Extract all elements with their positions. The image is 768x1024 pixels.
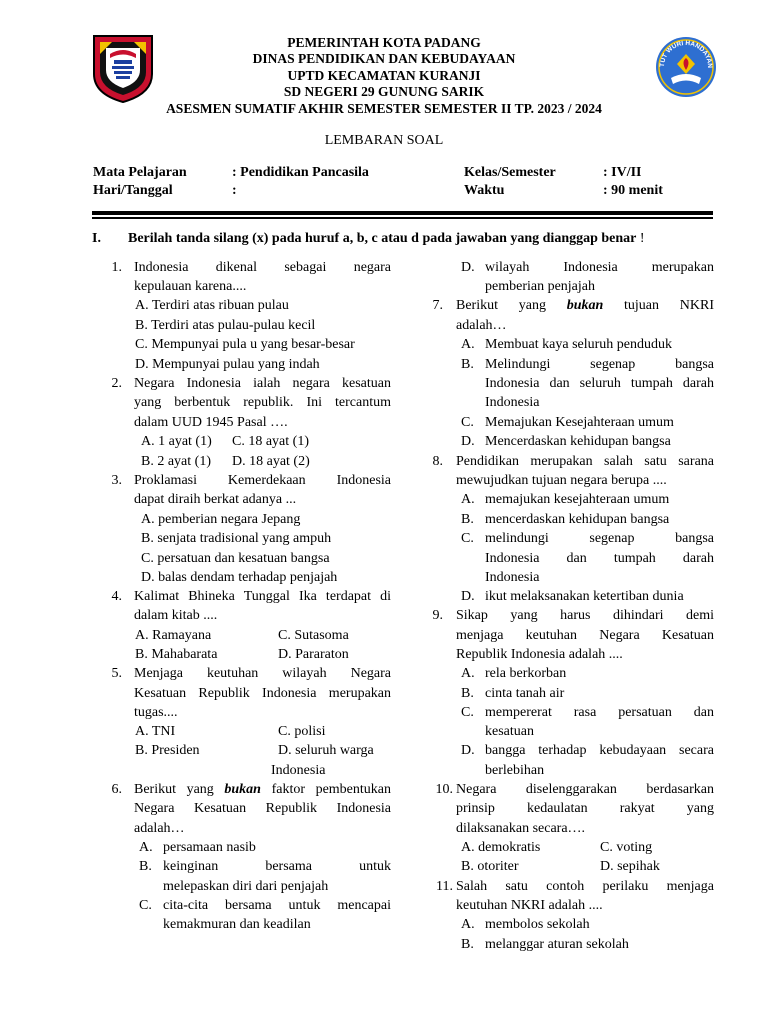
q4-option-d: D. Pararaton	[278, 647, 349, 662]
q8-option-c-key: C.	[461, 531, 474, 546]
instruction-text: Berilah tanda silang (x) pada huruf a, b, c atau d pada jawaban yang dianggap benar	[128, 231, 637, 246]
q3-option-b: B. senjata tradisional yang ampuh	[141, 531, 332, 546]
q10-stem-line1: Negara diselenggarakan berdasarkan	[456, 782, 714, 797]
q10-stem-line3: dilaksanakan secara….	[456, 821, 586, 836]
q5-option-a: A. TNI	[135, 724, 176, 739]
q7-option-d: Mencerdaskan kehidupan bangsa	[485, 434, 671, 449]
q2-number: 2.	[111, 376, 122, 391]
logo-motto-text: TUT WURI HANDAYAN	[658, 39, 714, 69]
q5-option-d-cont: Indonesia	[271, 763, 326, 778]
q10-stem-line2: prinsip kedaulatan rakyat yang	[456, 801, 714, 816]
q3-number: 3.	[111, 473, 122, 488]
q4-option-a: A. Ramayana	[135, 628, 212, 643]
q9-stem-line2: menjaga keutuhan Negara Kesatuan	[456, 628, 714, 643]
q6-stem-part2: faktor pembentukan	[271, 782, 391, 797]
section-number: I.	[92, 231, 101, 246]
q6-stem-line3: adalah…	[134, 821, 185, 836]
q1-number: 1.	[111, 260, 122, 275]
q6-option-a: persamaan nasib	[163, 840, 256, 855]
q2-stem-line3: dalam UUD 1945 Pasal ….	[134, 415, 288, 430]
q4-stem-line2: dalam kitab ....	[134, 608, 218, 623]
header-line-exam: ASESMEN SUMATIF AKHIR SEMESTER SEMESTER II TP. 2023 / 2024	[166, 101, 602, 116]
subject-value: : Pendidikan Pancasila	[232, 165, 369, 180]
q4-option-b: B. Mahabarata	[135, 647, 218, 662]
q8-option-c-line2: Indonesia dan tumpah darah	[485, 551, 714, 566]
q7-stem-line1	[456, 296, 714, 316]
q6-option-b-key: B.	[139, 859, 152, 874]
q6-stem-line2: Negara Kesatuan Republik Indonesia	[134, 801, 391, 816]
class-label: Kelas/Semester	[464, 165, 556, 180]
q8-stem-line2: mewujudkan tujuan negara berupa ....	[456, 473, 667, 488]
q7-option-a: Membuat kaya seluruh penduduk	[485, 337, 673, 352]
q6-option-d-line1: wilayah Indonesia merupakan	[485, 260, 714, 275]
q10-option-b: B. otoriter	[461, 859, 519, 874]
q11-option-b: melanggar aturan sekolah	[485, 937, 629, 952]
q7-option-b-key: B.	[461, 357, 474, 372]
q6-option-c-key: C.	[139, 898, 152, 913]
header-line-government: PEMERINTAH KOTA PADANG	[287, 35, 481, 50]
q9-option-a: rela berkorban	[485, 666, 567, 681]
q6-number: 6.	[111, 782, 122, 797]
q3-option-d: D. balas dendam terhadap penjajah	[141, 570, 338, 585]
q5-number: 5.	[111, 666, 122, 681]
q7-stem-line2: adalah…	[456, 318, 507, 333]
q4-option-c: C. Sutasoma	[278, 628, 349, 643]
q8-option-a-key: A.	[461, 492, 475, 507]
q8-stem-line1: Pendidikan merupakan salah satu sarana	[456, 454, 714, 469]
q2-option-a: A. 1 ayat (1)	[141, 434, 212, 449]
q6-option-b-line1: keinginan bersama untuk	[163, 859, 391, 874]
q2-option-d: D. 18 ayat (2)	[232, 454, 310, 469]
date-value: :	[232, 183, 237, 198]
q7-option-a-key: A.	[461, 337, 475, 352]
q1-stem-line1: Indonesia dikenal sebagai negara	[134, 260, 391, 275]
q5-stem-line1: Menjaga keutuhan wilayah Negara	[134, 666, 391, 681]
q7-stem-emphasis: bukan	[566, 298, 604, 313]
q11-option-a-key: A.	[461, 917, 475, 932]
q9-option-b-key: B.	[461, 686, 474, 701]
header-line-office: DINAS PENDIDIKAN DAN KEBUDAYAAN	[252, 51, 516, 66]
q2-stem-line1: Negara Indonesia ialah negara kesatuan	[134, 376, 391, 391]
q9-option-c-line2: kesatuan	[485, 724, 534, 739]
q9-option-b: cinta tanah air	[485, 686, 565, 701]
q8-option-b-key: B.	[461, 512, 474, 527]
q8-option-d-key: D.	[461, 589, 475, 604]
q6-stem-line1	[134, 780, 391, 800]
divider-thick	[92, 211, 713, 215]
q10-option-c: C. voting	[600, 840, 653, 855]
sheet-title: LEMBARAN SOAL	[324, 133, 444, 148]
q1-option-a: A. Terdiri atas ribuan pulau	[135, 298, 289, 313]
q6-option-c-line2: kemakmuran dan keadilan	[163, 917, 311, 932]
q10-number: 10.	[435, 782, 453, 797]
q9-option-a-key: A.	[461, 666, 475, 681]
q8-option-c-line1: melindungi segenap bangsa	[485, 531, 714, 546]
q8-option-a: memajukan kesejahteraan umum	[485, 492, 670, 507]
q1-stem-line2: kepulauan karena....	[134, 279, 247, 294]
q9-option-c-line1: mempererat rasa persatuan dan	[485, 705, 714, 720]
q11-stem-line2: keutuhan NKRI adalah ....	[456, 898, 603, 913]
q5-stem-line2: Kesatuan Republik Indonesia merupakan	[134, 686, 391, 701]
header-line-school: SD NEGERI 29 GUNUNG SARIK	[283, 84, 485, 99]
q7-number: 7.	[432, 298, 443, 313]
q7-option-b-line3: Indonesia	[485, 395, 540, 410]
q3-stem-line2: dapat diraih berkat adanya ...	[134, 492, 297, 507]
q11-option-a: membolos sekolah	[485, 917, 590, 932]
q9-option-d-line1: bangga terhadap kebudayaan secara	[485, 743, 714, 758]
q6-option-d-line2: pemberian penjajah	[485, 279, 596, 294]
q6-option-d-key: D.	[461, 260, 475, 275]
q1-option-b: B. Terdiri atas pulau-pulau kecil	[135, 318, 316, 333]
q5-option-c: C. polisi	[278, 724, 326, 739]
q7-option-b-line2: Indonesia dan seluruh tumpah darah	[485, 376, 714, 391]
q11-stem-line1: Salah satu contoh perilaku menjaga	[456, 879, 714, 894]
q4-stem-line1: Kalimat Bhineka Tunggal Ika terdapat di	[134, 589, 391, 604]
q1-option-d: D. Mempunyai pulau yang indah	[135, 357, 320, 372]
q11-option-b-key: B.	[461, 937, 474, 952]
q2-option-b: B. 2 ayat (1)	[141, 454, 211, 469]
q8-option-c-line3: Indonesia	[485, 570, 540, 585]
q3-option-a: A. pemberian negara Jepang	[141, 512, 301, 527]
q1-option-c: C. Mempunyai pula u yang besar-besar	[135, 337, 355, 352]
q7-option-c: Memajukan Kesejahteraan umum	[485, 415, 674, 430]
q7-option-c-key: C.	[461, 415, 474, 430]
q7-stem-part1: Berikut yang	[456, 298, 546, 313]
header-line-uptd: UPTD KECAMATAN KURANJI	[287, 68, 481, 83]
q8-option-d: ikut melaksanakan ketertiban dunia	[485, 589, 684, 604]
instruction-mark: !	[639, 231, 645, 246]
section-instruction	[128, 231, 645, 247]
q9-stem-line3: Republik Indonesia adalah ....	[456, 647, 623, 662]
q2-option-c: C. 18 ayat (1)	[232, 434, 309, 449]
q9-number: 9.	[432, 608, 443, 623]
q10-option-a: A. demokratis	[461, 840, 541, 855]
q6-option-c-line1: cita-cita bersama untuk mencapai	[163, 898, 391, 913]
q3-option-c: C. persatuan dan kesatuan bangsa	[141, 551, 330, 566]
class-value: : IV/II	[603, 165, 642, 180]
q7-stem-part2: tujuan NKRI	[624, 298, 714, 313]
date-label: Hari/Tanggal	[93, 183, 173, 198]
q7-option-d-key: D.	[461, 434, 475, 449]
q3-stem-line1: Proklamasi Kemerdekaan Indonesia	[134, 473, 391, 488]
q7-option-b-line1: Melindungi segenap bangsa	[485, 357, 714, 372]
subject-label: Mata Pelajaran	[93, 165, 187, 180]
q2-stem-line2: yang berbentuk republik. Ini tercantum	[134, 395, 391, 410]
q6-option-a-key: A.	[139, 840, 153, 855]
q6-stem-part1: Berikut yang	[134, 782, 214, 797]
q8-option-b: mencerdaskan kehidupan bangsa	[485, 512, 670, 527]
q10-option-d: D. sepihak	[600, 859, 660, 874]
q8-number: 8.	[432, 454, 443, 469]
divider-thin	[92, 217, 713, 219]
q5-option-d: D. seluruh warga	[278, 743, 374, 758]
q5-option-b: B. Presiden	[135, 743, 200, 758]
q5-stem-line3: tugas....	[134, 705, 178, 720]
q4-number: 4.	[111, 589, 122, 604]
q9-option-d-key: D.	[461, 743, 475, 758]
q9-stem-line1: Sikap yang harus dihindari demi	[456, 608, 714, 623]
q6-option-b-line2: melepaskan diri dari penjajah	[163, 879, 329, 894]
q6-stem-emphasis: bukan	[224, 782, 261, 797]
time-label: Waktu	[464, 183, 505, 198]
q11-number: 11.	[436, 879, 453, 894]
q9-option-c-key: C.	[461, 705, 474, 720]
q9-option-d-line2: berlebihan	[485, 763, 545, 778]
time-value: : 90 menit	[603, 183, 663, 198]
